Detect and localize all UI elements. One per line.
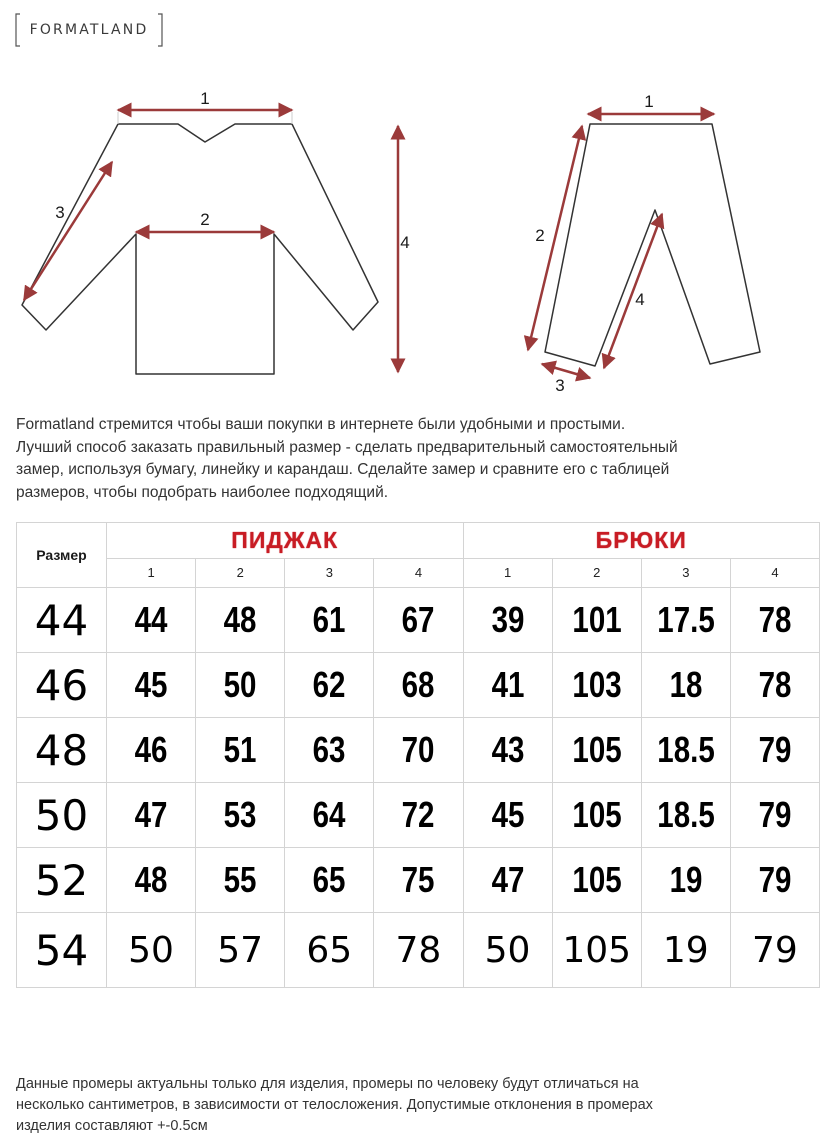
- jacket-measurement-cell: [285, 913, 374, 988]
- jacket-measurement-cell: [107, 848, 196, 913]
- jacket-measurement-cell: [196, 653, 285, 718]
- trousers-measurement-cell: [463, 653, 552, 718]
- footnote-text: [16, 1074, 816, 1137]
- jacket-col-2-header: 2: [196, 558, 285, 587]
- measurement-value: 103: [572, 664, 622, 705]
- measurement-value: 18: [669, 664, 703, 705]
- jacket-group-header: ПИДЖАК: [107, 523, 464, 559]
- measurement-diagram: [0, 0, 833, 400]
- measurement-value: 44: [134, 599, 168, 640]
- jacket-measurement-cell: [374, 653, 463, 718]
- jacket-outline: [22, 124, 378, 374]
- jacket-measurement-cell: [107, 588, 196, 653]
- jacket-measurement-cell: [107, 783, 196, 848]
- trousers-measurement-cell: [552, 588, 641, 653]
- intro-line: Formatland стремится чтобы ваши покупки в интернете были удобными и простыми.: [16, 416, 626, 433]
- jacket-measurement-cell: [196, 718, 285, 783]
- size-column-header: Размер: [17, 523, 107, 588]
- trousers-outline: [545, 124, 760, 366]
- size-cell: 54: [17, 913, 107, 988]
- measurement-value: 51: [223, 729, 257, 770]
- jacket-arrow-3: [24, 162, 112, 300]
- trousers-label-3: 3: [555, 376, 565, 395]
- trousers-measurement-cell: [463, 588, 552, 653]
- measurement-value: 79: [758, 729, 792, 770]
- trousers-measurement-cell: [552, 783, 641, 848]
- measurement-value: 79: [758, 794, 792, 835]
- jacket-measurement-cell: [107, 718, 196, 783]
- trousers-arrow-4: [604, 214, 662, 368]
- trousers-measurement-cell: [552, 653, 641, 718]
- trousers-measurement-cell: [730, 653, 819, 718]
- measurement-value: 50: [223, 664, 257, 705]
- table-row: [17, 783, 820, 848]
- measurement-value: 19: [669, 859, 703, 900]
- measurement-value: 41: [491, 664, 524, 705]
- measurement-value: 43: [491, 729, 524, 770]
- trousers-measurement-cell: [552, 718, 641, 783]
- size-table-body: [17, 588, 820, 988]
- measurement-value: 63: [312, 729, 346, 770]
- measurement-value: 53: [223, 794, 257, 835]
- logo-text: FORMATLAND: [29, 22, 149, 38]
- jacket-measurement-cell: [374, 588, 463, 653]
- trousers-measurement-cell: [730, 718, 819, 783]
- trousers-label-1: 1: [644, 92, 654, 111]
- measurement-value: 65: [312, 859, 346, 900]
- measurement-value: 48: [134, 859, 168, 900]
- trousers-arrow-3: [542, 364, 590, 378]
- measurement-value: 48: [223, 599, 257, 640]
- measurement-value: 79: [752, 929, 798, 971]
- jacket-measurement-cell: [196, 588, 285, 653]
- size-cell: 48: [17, 718, 107, 783]
- footnote-line: изделия составляют +-0.5см: [16, 1118, 208, 1134]
- trousers-col-3-header: 3: [641, 558, 730, 587]
- trousers-measurement-cell: [730, 848, 819, 913]
- jacket-measurement-cell: [285, 718, 374, 783]
- measurement-value: 17.5: [657, 599, 715, 640]
- measurement-value: 105: [572, 729, 622, 770]
- measurement-value: 105: [562, 929, 632, 971]
- measurement-value: 45: [134, 664, 168, 705]
- trousers-label-2: 2: [535, 226, 545, 245]
- measurement-value: 62: [312, 664, 346, 705]
- trousers-col-2-header: 2: [552, 558, 641, 587]
- measurement-value: 67: [402, 599, 435, 640]
- measurement-value: 18.5: [657, 794, 715, 835]
- measurement-value: 65: [306, 929, 353, 971]
- jacket-label-1: 1: [200, 89, 210, 108]
- intro-line: замер, используя бумагу, линейку и карандаш. Сделайте замер и сравните его с таблицей: [16, 461, 670, 478]
- jacket-measurement-cell: [374, 913, 463, 988]
- trousers-measurement-cell: [730, 783, 819, 848]
- trousers-measurement-cell: [641, 718, 730, 783]
- measurement-value: 75: [402, 859, 435, 900]
- measurement-value: 68: [402, 664, 435, 705]
- trousers-measurement-cell: [641, 848, 730, 913]
- measurement-value: 78: [395, 929, 442, 971]
- jacket-measurement-cell: [196, 783, 285, 848]
- trousers-col-4-header: 4: [730, 558, 819, 587]
- trousers-measurement-cell: [463, 783, 552, 848]
- size-table: [16, 522, 820, 988]
- measurement-value: 72: [402, 794, 435, 835]
- table-row: [17, 588, 820, 653]
- jacket-measurement-cell: [374, 718, 463, 783]
- trousers-measurement-cell: [641, 653, 730, 718]
- trousers-diagram: [528, 92, 760, 395]
- trousers-measurement-cell: [730, 913, 819, 988]
- jacket-label-2: 2: [200, 210, 210, 229]
- measurement-value: 64: [312, 794, 346, 835]
- measurement-value: 57: [217, 929, 264, 971]
- table-row: [17, 913, 820, 988]
- size-cell: 52: [17, 848, 107, 913]
- measurement-value: 47: [134, 794, 168, 835]
- measurement-value: 78: [758, 599, 792, 640]
- trousers-measurement-cell: [641, 783, 730, 848]
- size-cell: 46: [17, 653, 107, 718]
- size-cell: 50: [17, 783, 107, 848]
- jacket-measurement-cell: [196, 848, 285, 913]
- measurement-value: 78: [758, 664, 792, 705]
- jacket-col-3-header: 3: [285, 558, 374, 587]
- jacket-col-1-header: 1: [107, 558, 196, 587]
- jacket-measurement-cell: [196, 913, 285, 988]
- measurement-value: 47: [491, 859, 524, 900]
- jacket-measurement-cell: [285, 848, 374, 913]
- trousers-col-1-header: 1: [463, 558, 552, 587]
- measurement-value: 61: [312, 599, 346, 640]
- measurement-value: 55: [223, 859, 257, 900]
- measurement-value: 105: [572, 794, 622, 835]
- trousers-measurement-cell: [463, 913, 552, 988]
- trousers-label-4: 4: [635, 290, 645, 309]
- intro-text: [16, 414, 816, 504]
- trousers-measurement-cell: [552, 913, 641, 988]
- size-cell: 44: [17, 588, 107, 653]
- jacket-label-3: 3: [55, 203, 65, 222]
- jacket-label-4: 4: [400, 233, 410, 252]
- jacket-measurement-cell: [285, 653, 374, 718]
- jacket-col-4-header: 4: [374, 558, 463, 587]
- trousers-measurement-cell: [463, 718, 552, 783]
- jacket-diagram: [22, 89, 410, 374]
- measurement-value: 79: [758, 859, 792, 900]
- measurement-value: 39: [491, 599, 524, 640]
- intro-line: размеров, чтобы подобрать наиболее подходящий.: [16, 483, 389, 501]
- jacket-measurement-cell: [285, 588, 374, 653]
- measurement-value: 18.5: [657, 729, 715, 770]
- jacket-measurement-cell: [374, 783, 463, 848]
- table-row: [17, 718, 820, 783]
- trousers-group-header: БРЮКИ: [463, 523, 820, 559]
- measurement-value: 46: [134, 729, 168, 770]
- intro-line: Лучший способ заказать правильный размер - сделать предварительный самостоятельный: [16, 438, 678, 456]
- trousers-measurement-cell: [641, 913, 730, 988]
- measurement-value: 50: [128, 929, 174, 971]
- measurement-value: 101: [572, 599, 622, 640]
- footnote-line: несколько сантиметров, в зависимости от телосложения. Допустимые отклонения в промерах: [16, 1097, 653, 1113]
- trousers-measurement-cell: [463, 848, 552, 913]
- measurement-value: 45: [491, 794, 524, 835]
- trousers-measurement-cell: [641, 588, 730, 653]
- jacket-measurement-cell: [285, 783, 374, 848]
- trousers-measurement-cell: [730, 588, 819, 653]
- trousers-measurement-cell: [552, 848, 641, 913]
- footnote-line: Данные промеры актуальны только для изделия, промеры по человеку будут отличаться на: [16, 1076, 639, 1092]
- jacket-measurement-cell: [107, 653, 196, 718]
- table-row: [17, 653, 820, 718]
- measurement-value: 105: [572, 859, 622, 900]
- measurement-value: 50: [484, 929, 531, 971]
- measurement-value: 19: [662, 929, 709, 971]
- jacket-measurement-cell: [107, 913, 196, 988]
- table-row: [17, 848, 820, 913]
- jacket-measurement-cell: [374, 848, 463, 913]
- measurement-value: 70: [402, 729, 435, 770]
